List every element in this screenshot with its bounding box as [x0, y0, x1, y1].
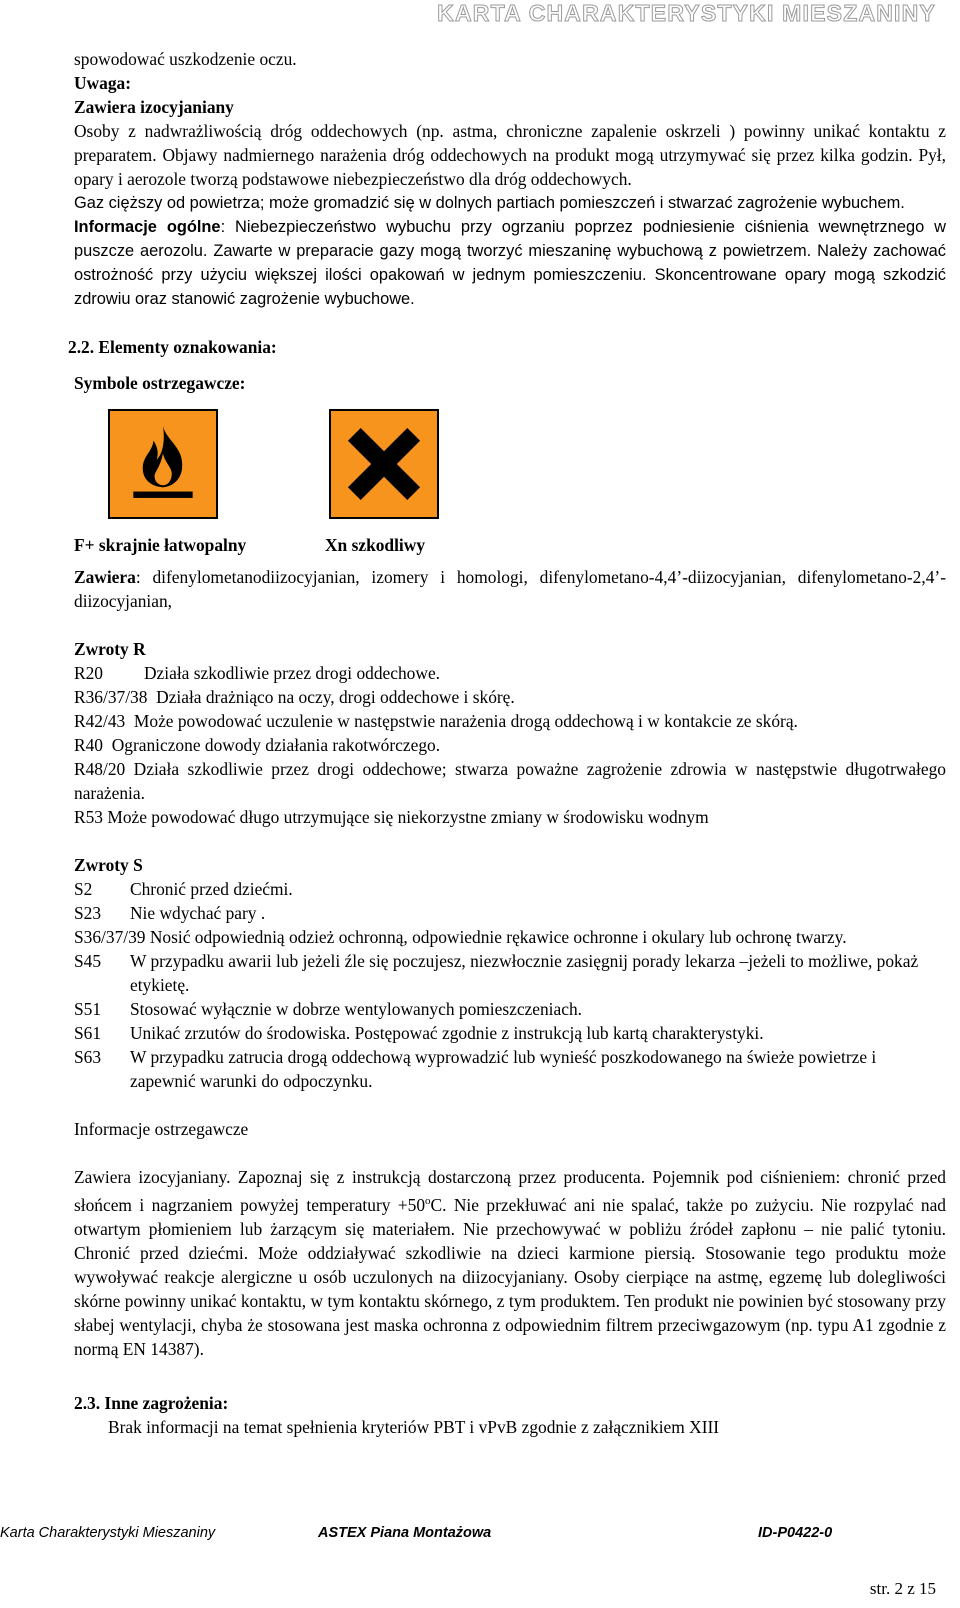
page-number: str. 2 z 15 [869, 1579, 936, 1598]
document-header-title: KARTA CHARAKTERYSTYKI MIESZANINY [437, 0, 936, 26]
symbol-label-flammable: F+ skrajnie łatwopalny [74, 535, 247, 555]
footer-document-type: Karta Charakteryst​yki Mieszaniny [0, 1525, 216, 1541]
section-2-2-title: 2.2. Elementy oznakowania: [68, 337, 277, 357]
s-phrases-list [74, 877, 946, 1093]
footer [0, 1525, 960, 1549]
s-phrase: S63 W przypadku zatrucia drogą oddechową wyprowadzić lub wynieść poszkodowanego na świeże powietrze i zapewnić warunki do odpoczynku. [74, 1047, 877, 1091]
r-phrase: R53 Może powodować długo utrzymujące się niekorzystne zmiany w środowisku wodnym [74, 807, 709, 827]
contains-label: Zawiera [74, 567, 136, 587]
section-2-3-title: 2.3. Inne zagrożenia: [74, 1392, 229, 1413]
s-phrase: S36/37/39 Nosić odpowiednią odzież ochronną, odpowiednie rękawice ochronne i okulary lub ochronę twarzy. [74, 927, 847, 947]
general-info-paragraph: Informacje ogólne: Niebezpieczeństwo wybuchu przy ogrzaniu poprzez podniesienie ciśnienia wewnętrznego w puszcze aerozolu. Zawarte w preparacie gazy mogą tworzyć mieszaninę wybuchową z powietrzem. Należy zachować ostrożność przy użyciu większej ilości opakowań w jednym pomieszczeniu. Skoncentrowane opary mogą szkodzić zdrowiu oraz stanowić zagrożenie wybuchowe. [74, 218, 946, 308]
contains-paragraph: Zawiera: difenylometanodiizocyjanian, izomery i homologi, difenylometano-4,4’-diizocyjanian, difenylometano-2,4’-diizocyjanian, [74, 567, 946, 611]
s-phrases-title: Zwroty S [74, 855, 143, 875]
warning-info-paragraph: Zawiera izocyjaniany. Zapoznaj się z instrukcją dostarczoną przez producenta. Pojemnik pod ciśnieniem: chronić przed słońcem i nagrzaniem powyżej temperatury $+50^oC$. Nie przekłuwać ani nie spalać, także po zużyciu. Nie rozpylać nad otwartym płomieniem lub żarzącym się materiałem. Nie przechowywać w pobliżu źródeł zapłonu – nie palić tytoniu. Chronić przed dziećmi. Może oddziaływać szkodliwie na dzieci karmione piersią. Stosowanie tego produktu może wywoływać reakcje alergiczne u osób uczulonych na diizocyjaniany. Osoby cierpiące na astmę, egzemę lub dolegliwości skórne powinny unikać kontaktu, w tym kontaktu skórnego, z tym produktem. Ten produkt nie powinien być stosowany przy słabej wentylacji, chyba że stosowana jest maska ochronna z odpowiednim filtrem przeciwgazowym (np. typu A1 zgodnie z normą EN 14387). [74, 1167, 946, 1359]
s-phrase: S61 Unikać zrzutów do środowiska. Postępować zgodnie z instrukcją lub kartą charakterystyki. [74, 1023, 764, 1043]
intro-line: spowodować uszkodzenie oczu. [74, 49, 297, 69]
s-phrase: S45 W przypadku awarii lub jeżeli źle się poczujesz, niezwłocznie zasięgnij porady lekarza –jeżeli to możliwe, pokaż etykietę. [74, 951, 919, 995]
general-info-label: Informacje ogólne [74, 218, 221, 236]
warning-info-title: Informacje ostrzegawcze [74, 1119, 249, 1139]
r-phrase: R42/43 Może powodować uczulenie w następstwie narażenia drogą oddechową i w kontakcie ze skórą. [74, 711, 798, 731]
footer-product-name: ASTEX Piana Montażowa [318, 1525, 492, 1541]
r-phrase: R36/37/38 Działa drażniąco na oczy, drogi oddechowe i skórę. [74, 687, 515, 707]
r-phrases-title: Zwroty R [74, 639, 146, 659]
r-phrases-list [74, 661, 946, 829]
s-phrase: S2 Chronić przed dziećmi. [74, 879, 293, 899]
r-phrase: R48/20 Działa szkodliwie przez drogi oddechowe; stwarza poważne zagrożenie zdrowia w następstwie długotrwałego narażenia. [74, 759, 946, 803]
page-content [68, 47, 946, 1439]
r-phrase: R40 Ograniczone dowody działania rakotwórczego. [74, 735, 441, 755]
intro-paragraph-gas: Gaz cięższy od powietrza; może gromadzić się w dolnych partiach pomieszczeń i stwarzać zagrożenie wybuchem. [74, 194, 905, 212]
r-phrase: R20 Działa szkodliwie przez drogi oddechowe. [74, 663, 441, 683]
hazard-symbols [74, 409, 946, 553]
cross-x-icon [329, 409, 439, 519]
zawiera-heading: Zawiera izocyjaniany [74, 97, 234, 117]
s-phrase: S51 Stosować wyłącznie w dobrze wentylowanych pomieszczeniach. [74, 999, 582, 1019]
symbol-label-harmful: Xn szkodliwy [325, 535, 426, 555]
uwaga-label: Uwaga: [74, 73, 131, 93]
flame-icon [108, 409, 218, 519]
s-phrase: S23 Nie wdychać pary . [74, 903, 266, 923]
other-hazards-text: Brak informacji na temat spełnienia kryteriów PBT i vPvB zgodnie z załącznikiem XIII [108, 1416, 720, 1437]
symbols-title: Symbole ostrzegawcze: [74, 373, 246, 393]
footer-document-id: ID-P0422-0 [758, 1525, 833, 1541]
intro-paragraph-respiratory: Osoby z nadwrażliwością dróg oddechowych (np. astma, chroniczne zapalenie oskrzeli ) powinny unikać kontaktu z preparatem. Objawy nadmiernego narażenia dróg oddechowych na produkt mogą utrzymywać się przez kilka godzin. Pył, opary i aerozole tworzą podstawowe niebezpieczeństwo dla dróg oddechowych. [74, 121, 946, 189]
